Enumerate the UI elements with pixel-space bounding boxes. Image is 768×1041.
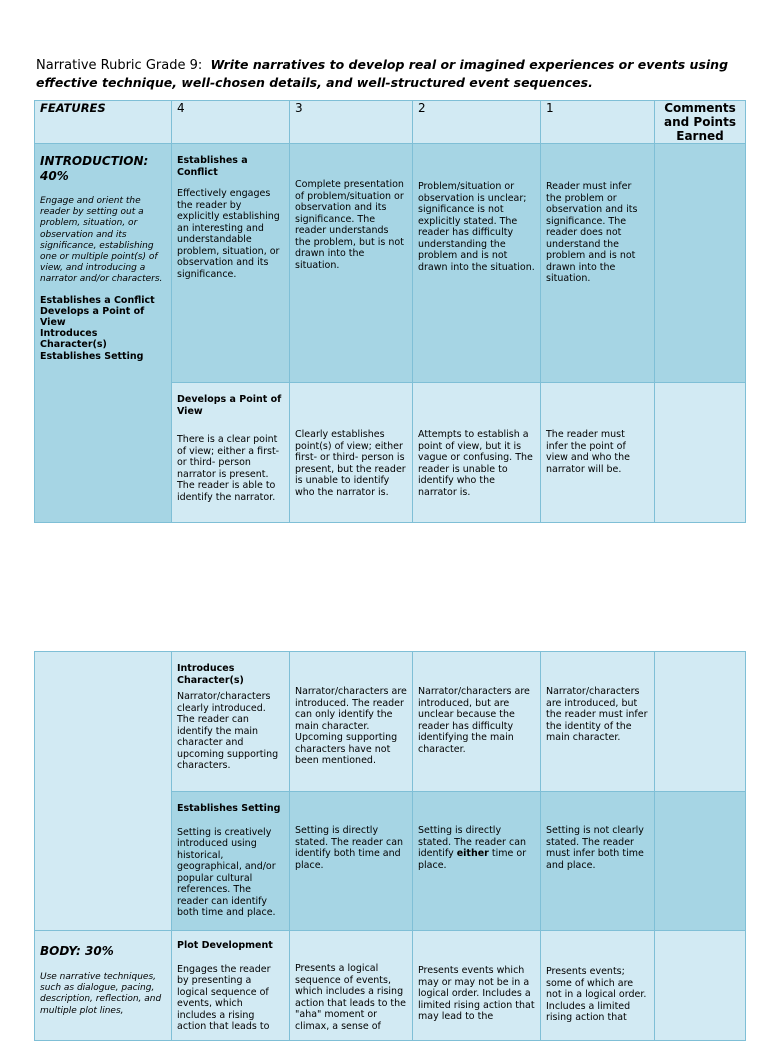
setting-score-4: Establishes Setting Setting is creatively introduced using historical, geographical, and/or popular cultural references. The reader can identify both time and place. <box>172 792 290 931</box>
body-description: Use narrative techniques, such as dialogue, pacing, description, reflection, and multiple plot lines, <box>40 972 162 1016</box>
setting-score-3: Setting is directly stated. The reader can identify both time and place. <box>290 792 413 931</box>
characters-score-2: Narrator/characters are introduced, but are unclear because the reader has difficulty identifying the main character. <box>413 652 541 792</box>
pov-comments <box>655 383 746 523</box>
setting-comments <box>655 792 746 931</box>
pov-score-1: The reader must infer the point of view and who the narrator will be. <box>541 383 655 523</box>
introduction-section <box>35 144 172 523</box>
rubric-subtitle: Write narratives to develop real or imagined experiences or events using effective technique, well-chosen details, and well-structured event sequences. <box>36 57 729 90</box>
conflict-comments <box>655 144 746 383</box>
rubric-table-top <box>34 100 746 523</box>
conflict-score-2: Problem/situation or observation is unclear; significance is not explicitly stated. The reader has difficulty understanding the problem and is not drawn into the situation. <box>413 144 541 383</box>
introduction-criteria: Establishes a Conflict Develops a Point of View Introduces Character(s) Establishes Setting <box>40 294 155 362</box>
header-score-2: 2 <box>413 101 541 144</box>
plot-score-4: Plot Development Engages the reader by presenting a logical sequence of events, which includes a rising action that leads to <box>172 931 290 1041</box>
pov-score-4: Develops a Point of View There is a clear point of view; either a first- or third- person narrator is present. The reader is able to identify the narrator. <box>172 383 290 523</box>
conflict-score-3: Complete presentation of problem/situation or observation and its significance. The reader understands the problem, but is not drawn into the situation. <box>290 144 413 383</box>
body-title: BODY: 30% <box>40 944 114 958</box>
introduction-continued <box>35 652 172 931</box>
setting-score-1: Setting is not clearly stated. The reader must infer both time and place. <box>541 792 655 931</box>
rubric-table-bottom <box>34 651 746 1041</box>
rubric-title: Narrative Rubric Grade 9: <box>36 58 203 73</box>
introduction-description: Engage and orient the reader by setting out a problem, situation, or observation and its significance, establishing one or multiple point(s) of view, and introducing a narrator and/or characters. <box>40 196 163 285</box>
characters-score-4: Introduces Character(s) Narrator/characters clearly introduced. The reader can identify the main character and upcoming supporting characters. <box>172 652 290 792</box>
conflict-score-4: Establishes a Conflict Effectively engages the reader by explicitly establishing an interesting and understandable problem, situation, or observation and its significance. <box>172 144 290 383</box>
header-score-4: 4 <box>172 101 290 144</box>
header-score-1: 1 <box>541 101 655 144</box>
plot-score-2: Presents events which may or may not be in a logical order. Includes a limited rising action that may lead to the <box>413 931 541 1041</box>
conflict-score-1: Reader must infer the problem or observation and its significance. The reader does not understand the problem and is not drawn into the situation. <box>541 144 655 383</box>
introduction-title: INTRODUCTION: 40% <box>40 154 149 183</box>
body-section <box>35 931 172 1041</box>
pov-score-2: Attempts to establish a point of view, but it is vague or confusing. The reader is unable to identify who the narrator is. <box>413 383 541 523</box>
plot-comments <box>655 931 746 1041</box>
characters-comments <box>655 652 746 792</box>
characters-score-1: Narrator/characters are introduced, but the reader must infer the identity of the main character. <box>541 652 655 792</box>
header-features: FEATURES <box>35 101 172 144</box>
plot-score-1: Presents events; some of which are not in a logical order. Includes a limited rising action that <box>541 931 655 1041</box>
pov-score-3: Clearly establishes point(s) of view; either first- or third- person is present, but the reader is unable to identify who the narrator is. <box>290 383 413 523</box>
setting-score-2: Setting is directly stated. The reader can identify either time or place. <box>413 792 541 931</box>
plot-score-3: Presents a logical sequence of events, which includes a rising action that leads to the "aha" moment or climax, a sense of <box>290 931 413 1041</box>
rubric-heading <box>36 56 736 92</box>
header-comments: Comments and Points Earned <box>655 101 746 144</box>
characters-score-3: Narrator/characters are introduced. The reader can only identify the main character. Upcoming supporting characters have not been mentioned. <box>290 652 413 792</box>
header-score-3: 3 <box>290 101 413 144</box>
